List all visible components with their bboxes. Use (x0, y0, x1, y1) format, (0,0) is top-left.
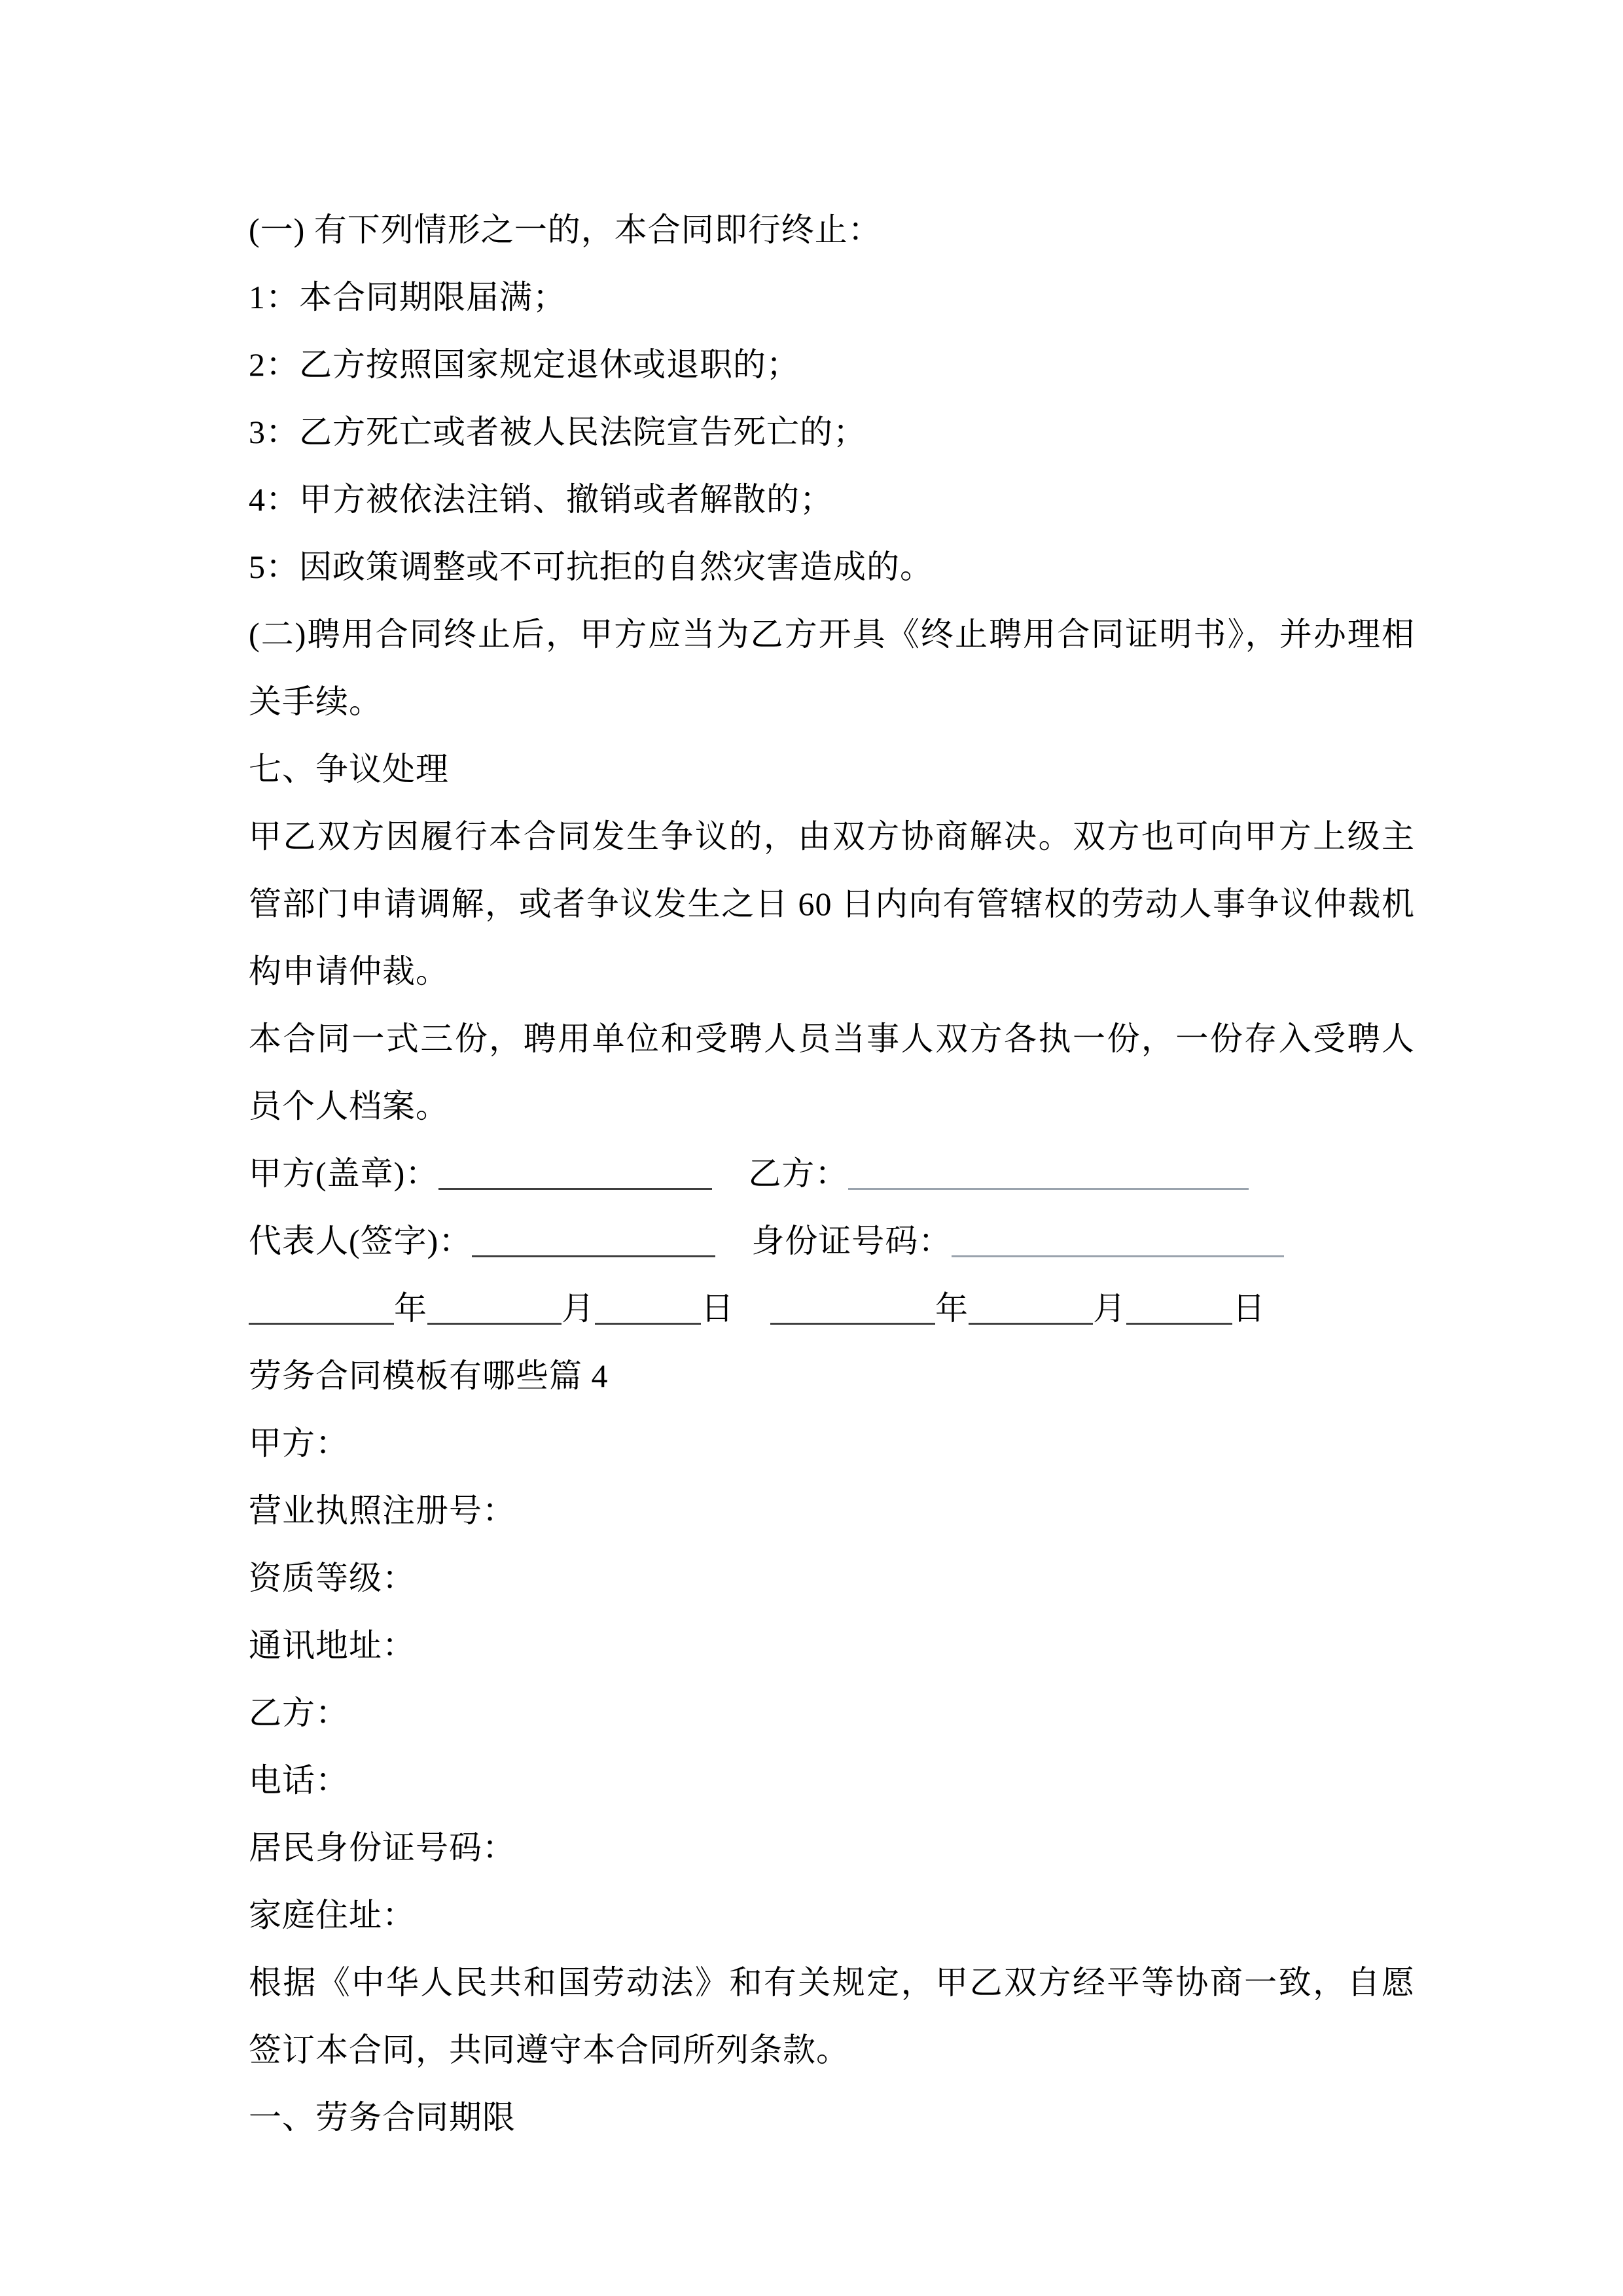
field-party-b: 乙方： (249, 1695, 349, 1731)
legal-basis-clause: 根据《中华人民共和国劳动法》和有关规定，甲乙双方经平等协商一致，自愿签订本合同，共同遵守本合同所列条款。 (249, 1964, 1415, 2068)
field-party-a: 甲方： (249, 1425, 349, 1462)
party-b-year-label: 年 (935, 1290, 969, 1327)
party-b-date-day-blank (1126, 1318, 1232, 1325)
representative-sign-label: 代表人(签字)： (249, 1223, 473, 1259)
section1-heading: 一、劳务合同期限 (249, 2099, 516, 2136)
field-phone: 电话： (249, 1762, 349, 1799)
party-a-day-label: 日 (701, 1290, 734, 1327)
termination-intro: (一) 有下列情形之一的，本合同即行终止： (249, 211, 882, 248)
termination-item-3: 3：乙方死亡或者被人民法院宣告死亡的； (249, 414, 866, 450)
party-a-month-label: 月 (562, 1290, 595, 1327)
copies-clause: 本合同一式三份，聘用单位和受聘人员当事人双方各执一份，一份存入受聘人员个人档案。 (249, 1020, 1415, 1124)
party-a-date-year-blank (249, 1318, 394, 1325)
id-number-blank (952, 1251, 1284, 1257)
party-a-year-label: 年 (394, 1290, 427, 1327)
field-qualification-grade: 资质等级： (249, 1560, 416, 1596)
party-b-date-year-blank (770, 1318, 935, 1325)
party-a-seal-label: 甲方(盖章)： (249, 1155, 439, 1192)
signature-line-parties (249, 1140, 1415, 1208)
termination-item-4: 4：甲方被依法注销、撤销或者解散的； (249, 481, 833, 518)
party-b-signature-blank (848, 1183, 1249, 1190)
date-line (249, 1275, 1415, 1342)
representative-signature-blank (472, 1251, 715, 1257)
termination-certificate-clause: (二)聘用合同终止后，甲方应当为乙方开具《终止聘用合同证明书》，并办理相关手续。 (249, 616, 1415, 720)
party-a-date-month-blank (427, 1318, 562, 1325)
party-b-label: 乙方： (748, 1155, 849, 1192)
party-b-date-month-blank (969, 1318, 1093, 1325)
party-a-date-day-blank (595, 1318, 701, 1325)
dispute-heading: 七、争议处理 (249, 751, 449, 787)
field-home-address: 家庭住址： (249, 1897, 416, 1933)
party-a-signature-blank (438, 1183, 712, 1190)
party-b-day-label: 日 (1232, 1290, 1266, 1327)
dispute-body: 甲乙双方因履行本合同发生争议的，由双方协商解决。双方也可向甲方上级主管部门申请调解，或者争议发生之日 60 日内向有管辖权的劳动人事争议仲裁机构申请仲裁。 (249, 818, 1415, 990)
field-mailing-address: 通讯地址： (249, 1627, 416, 1664)
termination-item-2: 2：乙方按照国家规定退休或退职的； (249, 346, 800, 383)
id-number-label: 身份证号码： (751, 1223, 952, 1259)
signature-line-representative (249, 1208, 1415, 1275)
template4-title: 劳务合同模板有哪些篇 4 (249, 1357, 609, 1394)
party-b-month-label: 月 (1093, 1290, 1126, 1327)
termination-item-1: 1：本合同期限届满； (249, 279, 566, 315)
termination-item-5: 5：因政策调整或不可抗拒的自然灾害造成的。 (249, 548, 933, 585)
field-resident-id: 居民身份证号码： (249, 1829, 516, 1866)
field-business-license: 营业执照注册号： (249, 1492, 516, 1529)
